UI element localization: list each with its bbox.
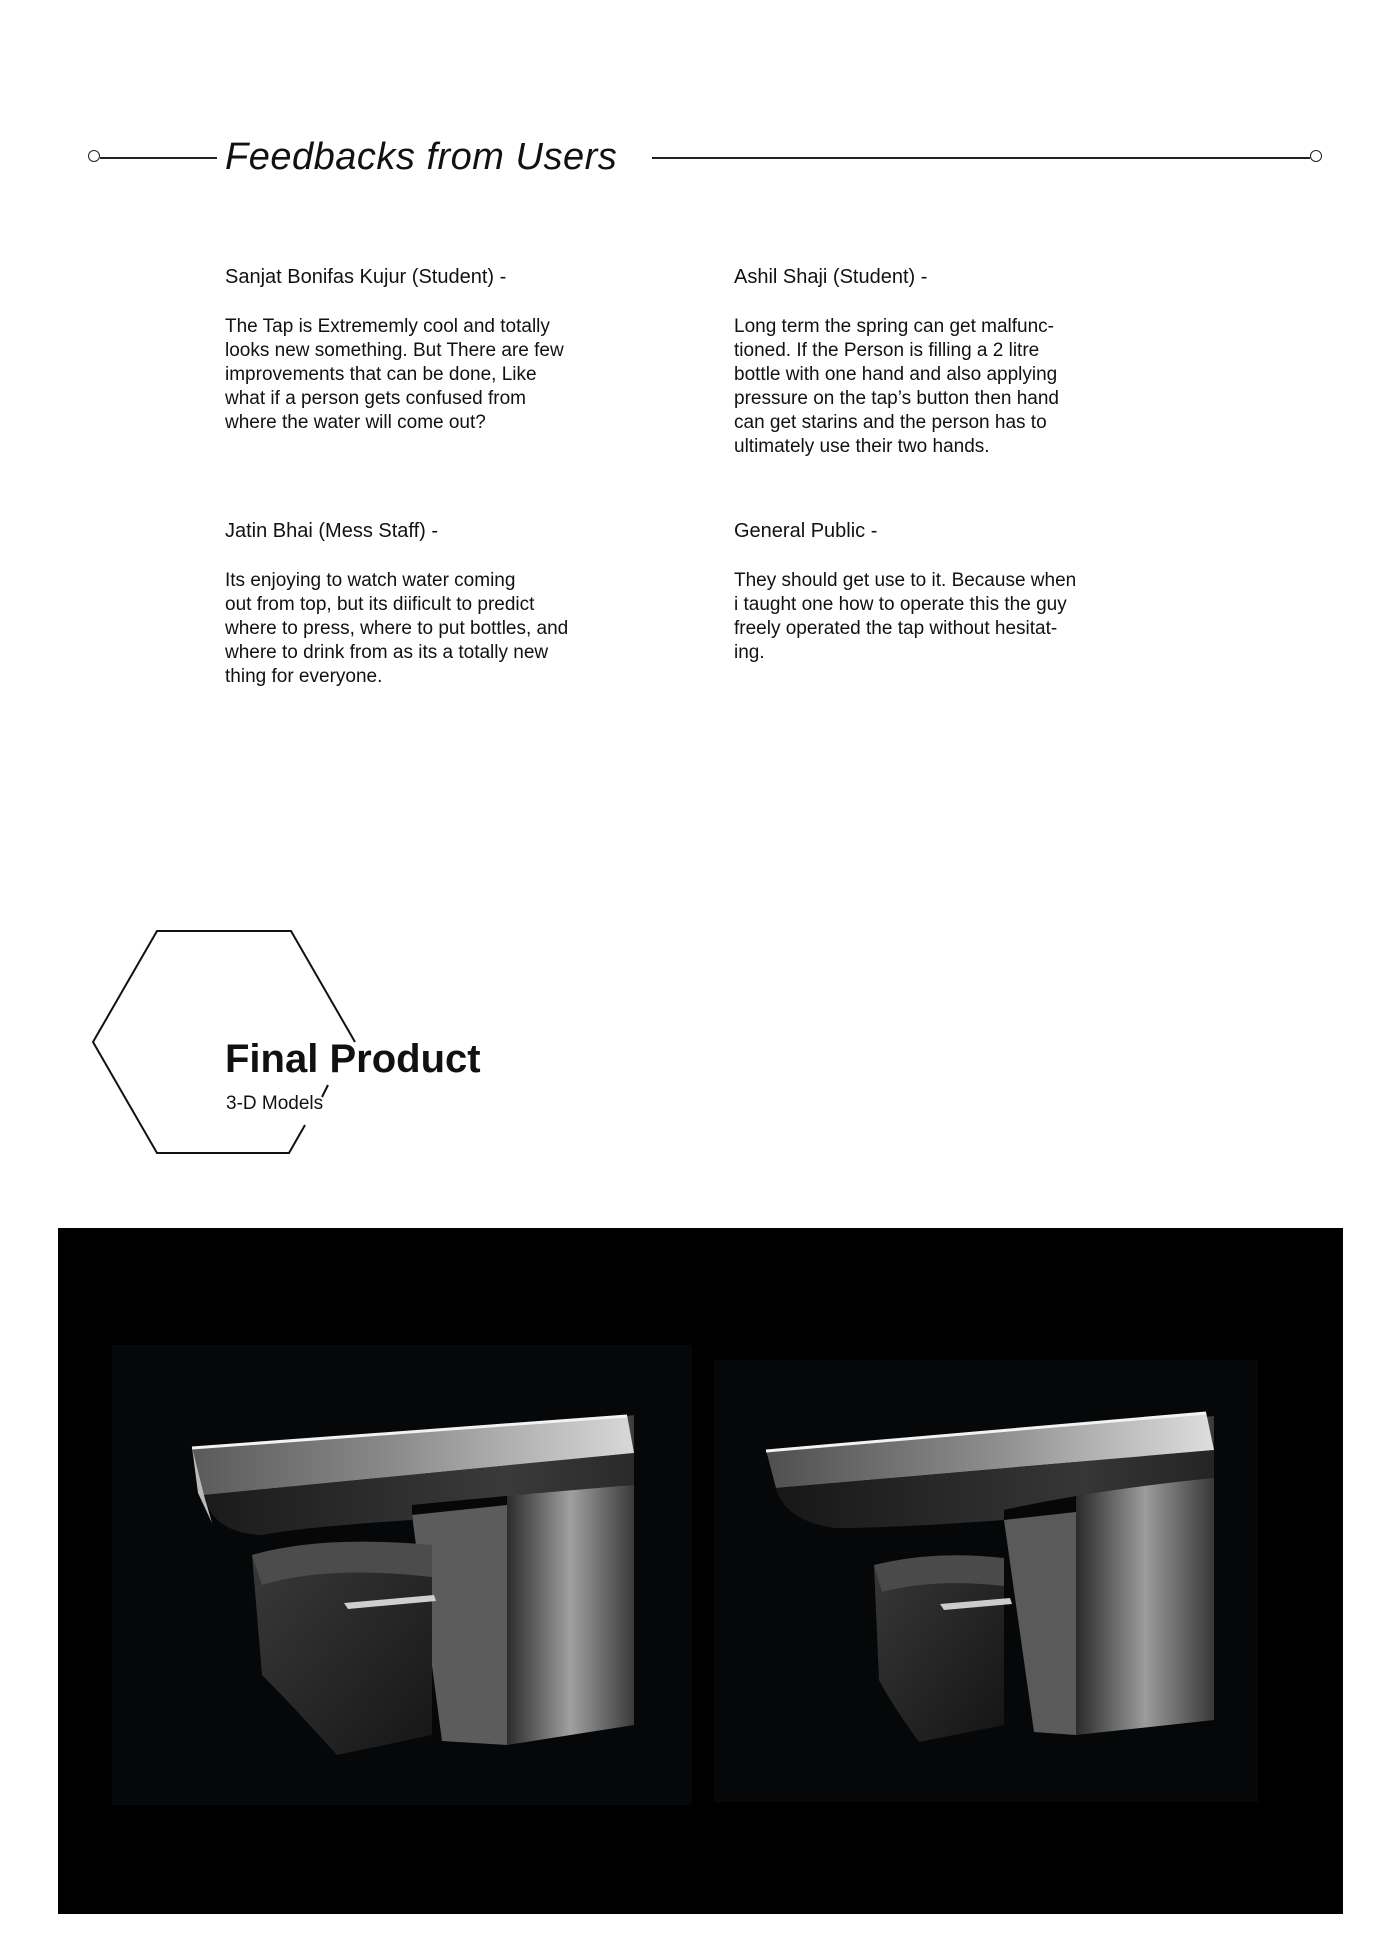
feedback-text: Long term the spring can get malfunc- tioned. If the Person is filling a 2 litre bottle with one hand and also applying pressure on the tap’s button then hand can get starins and the person has to ultimately use their two hands. (734, 316, 1060, 457)
feedback-text: The Tap is Extrememly cool and totally looks new something. But There are few improvements that can be done, Like what if a person gets confused from where the water will come out? (225, 316, 564, 433)
feedback-general-public (734, 519, 1144, 665)
tap-render-front-icon (112, 1345, 692, 1805)
header-rule-left-dot-icon (88, 150, 100, 162)
feedback-jatin (225, 519, 635, 689)
tap-render-angled-icon (714, 1360, 1258, 1802)
final-product-title: Final Product (225, 1037, 481, 1081)
feedback-text: They should get use to it. Because when i taught one how to operate this the guy freely operated the tap without hesitat- ing. (734, 570, 1077, 663)
feedback-author: Sanjat Bonifas Kujur (Student) - (225, 266, 507, 288)
final-product-subtitle: 3-D Models (226, 1093, 324, 1114)
feedback-author: Ashil Shaji (Student) - (734, 266, 928, 288)
render-angled (714, 1360, 1258, 1802)
header-rule-left (100, 157, 217, 159)
feedback-ashil (734, 265, 1144, 459)
render-front (112, 1345, 692, 1805)
feedback-author: General Public - (734, 520, 878, 542)
section-title: Feedbacks from Users (225, 136, 618, 178)
feedback-text: Its enjoying to watch water coming out from top, but its diificult to predict where to press, where to put bottles, and where to drink from as its a totally new thing for everyone. (225, 570, 569, 687)
feedback-author: Jatin Bhai (Mess Staff) - (225, 520, 439, 542)
header-rule-right-dot-icon (1310, 150, 1322, 162)
renders-panel (58, 1228, 1343, 1914)
header-rule-right (652, 157, 1310, 159)
feedback-sanjat (225, 265, 635, 435)
